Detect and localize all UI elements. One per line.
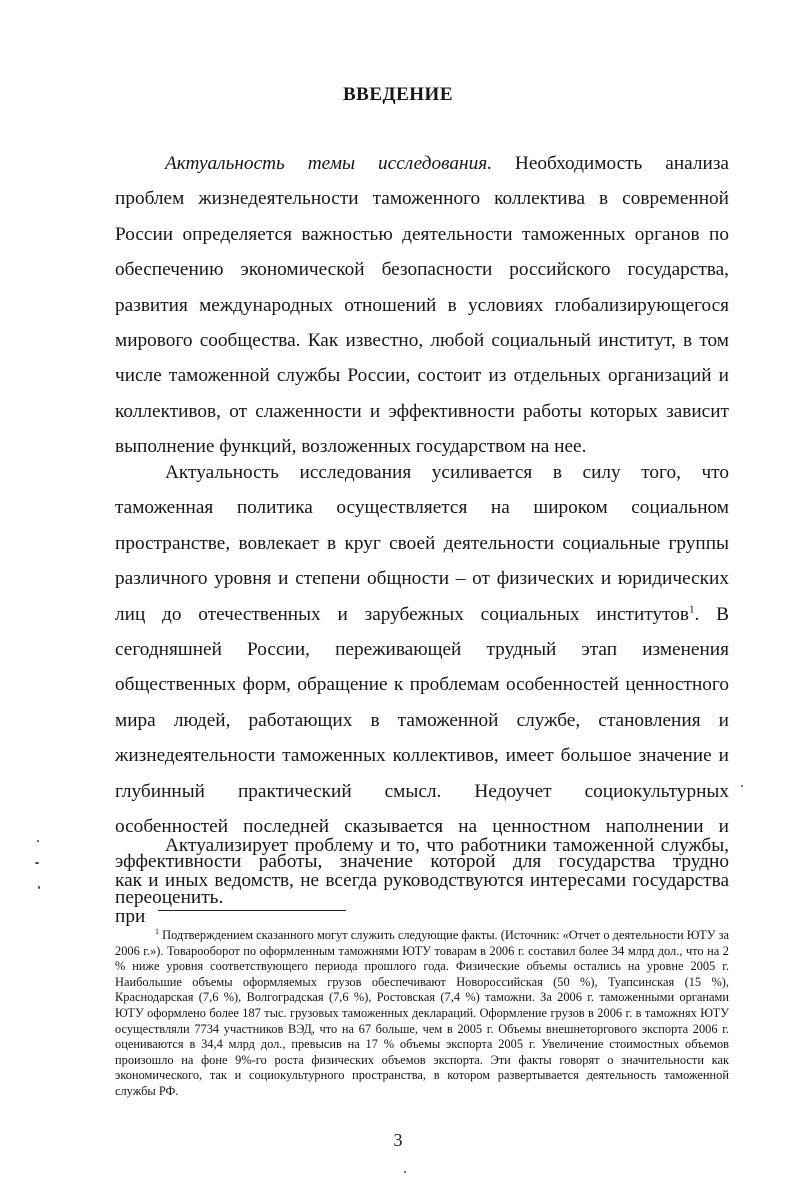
scan-speck xyxy=(35,862,39,864)
footnote-text: Подтверждением сказанного могут служить следующие факты. (Источник: «Отчет о деятельности ЮТУ за 2006 г.»). Товарооборот по оформленным таможнями ЮТУ товарам в 2006 г. составил более 34 млрд дол., что на 2 % ниже уровня соответствующего периода прошлого года. Физические объемы остались на уровне 2005 г. Наибольшие объемы оформляемых грузов обеспечивают Новороссийская (50 %), Туапсинская (15 %), Краснодарская (7,6 %), Волгоградская (7,6 %), Ростовская (7,4 %) таможни. За 2006 г. таможенными органами ЮТУ оформлено более 187 тыс. грузовых таможенных деклараций. Оформление грузов в 2006 г. в таможнях ЮТУ осуществляли 7734 участников ВЭД, что на 67 больше, чем в 2005 г. Объемы внешнеторгового экспорта 2006 г. оцениваются в 34,4 млрд дол., превысив на 17 % объемы экспорта 2005 г. Увеличение стоимостных объемов произошло на фоне 9%-го роста физических объемов экспорта. Эти факты говорят о значительности как экономического, так и социокультурного пространства, в котором развертывается деятельность таможенной службы РФ. xyxy=(115,928,729,1098)
paragraph-2-text-a: Актуальность исследования усиливается в силу того, что таможенная политика осуществляется на широком социальном пространстве, вовлекает в круг своей деятельности социальные группы различного уровня и степени общности – от физических и юридических лиц до отечественных и зарубежных социальных институтов xyxy=(115,462,729,625)
scan-speck xyxy=(37,840,39,842)
footnote-mark: 1 xyxy=(155,926,159,936)
footnote-divider xyxy=(158,910,346,911)
page-heading: ВВЕДЕНИЕ xyxy=(343,84,453,105)
page-number: 3 xyxy=(393,1130,403,1150)
footnote-text-block xyxy=(115,928,729,1100)
scan-speck xyxy=(38,886,40,889)
paragraph-relevance xyxy=(115,146,729,465)
paragraph-2-text-b: . В сегодняшней России, переживающей трудный этап изменения общественных форм, обращение к проблемам особенностей ценностного мира людей, работающих в таможенной службе, становления и жизнедеятельности таможенных коллективов, имеет большое значение и глубинный практический смысл. Недоучет социокультурных особенностей последней сказывается на ценностном наполнении и эффективности работы, значение которой для государства трудно переоценить. xyxy=(115,603,729,908)
scan-speck xyxy=(741,785,743,787)
paragraph-1 xyxy=(115,146,729,465)
footnote xyxy=(115,928,729,1100)
paragraph-1-lead: Актуальность темы исследования. xyxy=(165,153,493,174)
scan-speck xyxy=(404,1171,406,1173)
paragraph-relevance-3 xyxy=(115,828,729,934)
paragraph-3 xyxy=(115,828,729,934)
paragraph-1-text: Необходимость анализа проблем жизнедеятельности таможенного коллектива в современной России определяется важностью деятельности таможенных органов по обеспечению экономической безопасности российского государства, развития международных отношений в условиях глобализирующегося мирового сообщества. Как известно, любой социальный институт, в том числе таможенной службы России, состоит из отдельных организаций и коллективов, от слаженности и эффективности работы которых зависит выполнение функций, возложенных государством на нее. xyxy=(115,153,729,458)
paragraph-3-text: Актуализирует проблему и то, что работники таможенной службы, как и иных ведомств, не всегда руководствуются интересами государства при xyxy=(115,835,729,927)
footnote-reference[interactable]: 1 xyxy=(689,603,695,616)
